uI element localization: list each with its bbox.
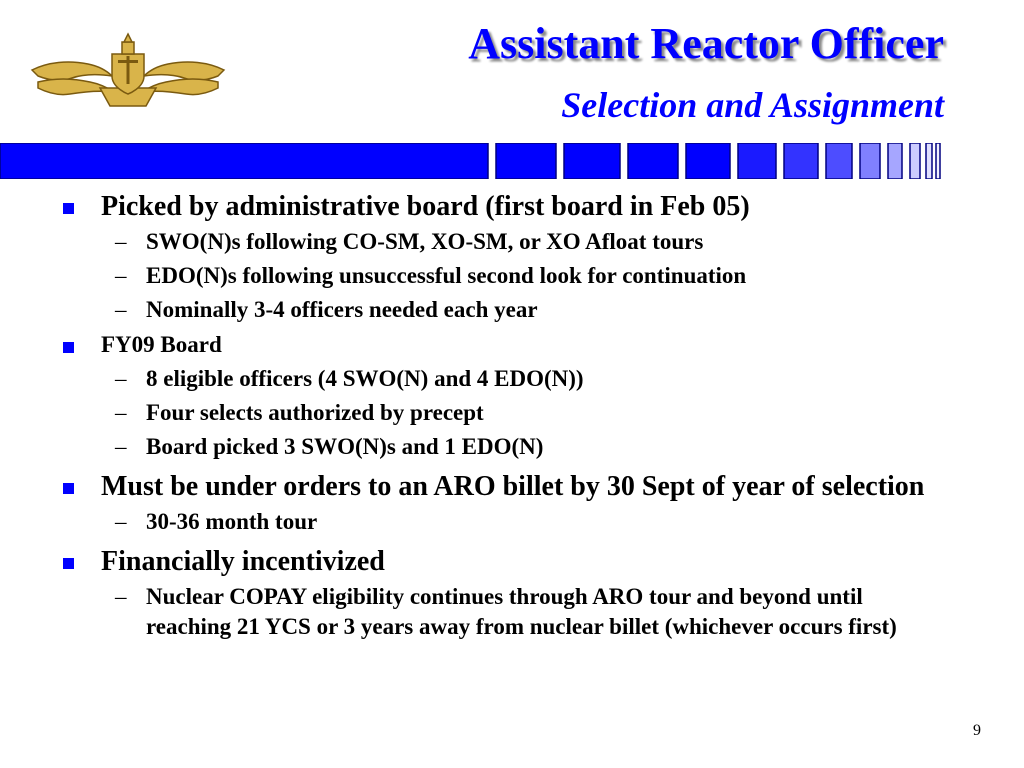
bullet-item: Must be under orders to an ARO billet by 30 Sept of year of selection [60, 471, 960, 503]
bullet-item: Picked by administrative board (first board in Feb 05) [60, 191, 960, 223]
sub-bullet-item: – Nominally 3-4 officers needed each year [60, 295, 960, 325]
slide-title: Assistant Reactor Officer [468, 19, 944, 68]
bullet-list [60, 191, 960, 642]
page-number: 9 [973, 722, 981, 739]
sub-bullet-item: – 8 eligible officers (4 SWO(N) and 4 EDO(N)) [60, 364, 960, 394]
sub-bullet-item: – Board picked 3 SWO(N)s and 1 EDO(N) [60, 432, 960, 462]
sub-bullet-item: – 30-36 month tour [60, 507, 960, 537]
sub-bullet-item: – EDO(N)s following unsuccessful second look for continuation [60, 261, 960, 291]
bullet-item: Financially incentivized [60, 546, 960, 578]
sub-bullet-item: – SWO(N)s following CO-SM, XO-SM, or XO Afloat tours [60, 227, 960, 257]
decorative-blue-bar [0, 143, 944, 179]
slide-subtitle: Selection and Assignment [561, 85, 944, 125]
bullet-item: FY09 Board [60, 330, 960, 360]
swo-insignia-icon [28, 32, 228, 112]
sub-bullet-item: – Nuclear COPAY eligibility continues through ARO tour and beyond until reaching 21 YCS or 3 years away from nuclear billet (whichever occurs first) [60, 582, 906, 642]
slide-body [60, 186, 960, 642]
sub-bullet-item: – Four selects authorized by precept [60, 398, 960, 428]
